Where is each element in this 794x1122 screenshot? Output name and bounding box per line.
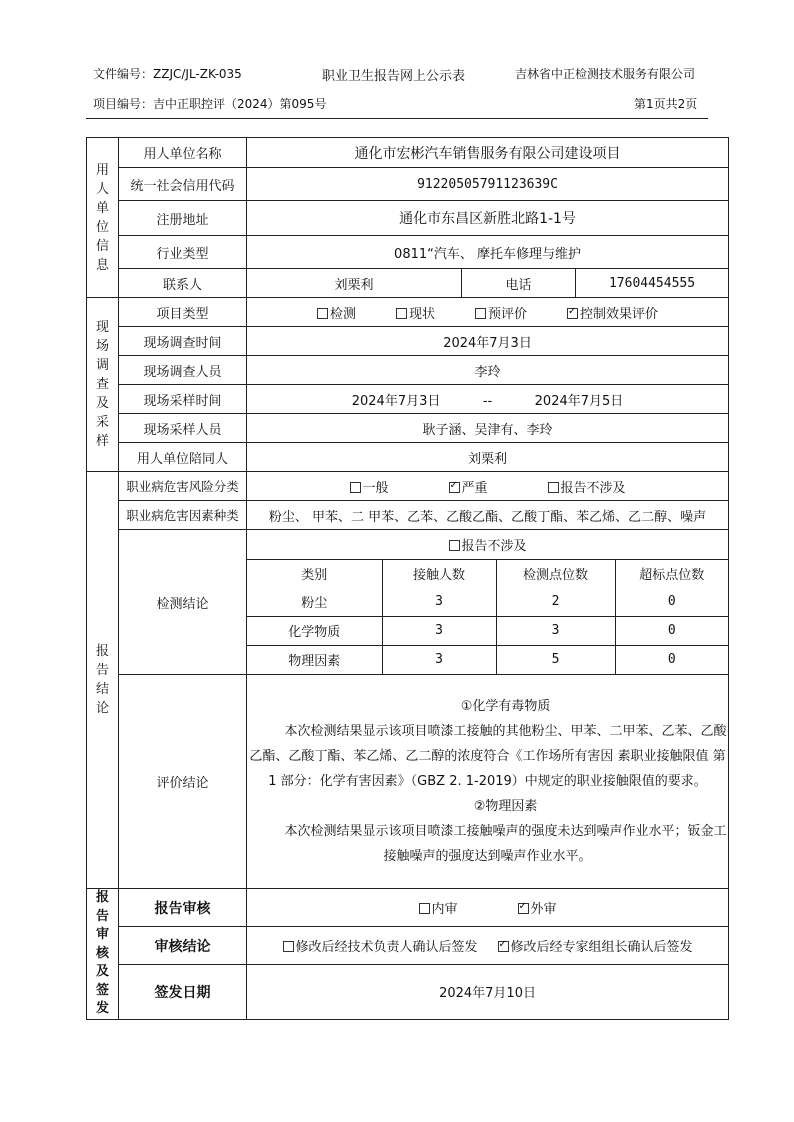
eval-paragraph-physical: 本次检测结果显示该项目喷漆工接触噪声的强度未达到噪声作业水平；钣金工接触噪声的强度达到噪声作业水平。 xyxy=(284,824,727,864)
detection-header-row xyxy=(247,559,728,588)
audit-options xyxy=(247,889,729,927)
checked-box-icon[interactable] xyxy=(498,941,509,952)
section-title-char: 报 xyxy=(95,890,109,905)
checkbox-option[interactable] xyxy=(548,477,626,496)
checkbox-icon[interactable] xyxy=(396,308,407,319)
checkbox-icon xyxy=(449,540,460,551)
section-survey xyxy=(87,298,119,472)
detection-row xyxy=(247,588,728,617)
project-type-label: 项目类型 xyxy=(119,298,247,327)
checkbox-label: 检测 xyxy=(329,306,356,322)
sampling-separator: -- xyxy=(482,393,493,409)
checkbox-option[interactable] xyxy=(475,303,527,322)
survey-date: 2024年7月3日 xyxy=(247,327,729,356)
issue-date: 2024年7月10日 xyxy=(247,965,729,1019)
section-title-char: 息 xyxy=(95,257,109,273)
investigator: 李玲 xyxy=(247,356,729,385)
section-title-char: 现 xyxy=(95,320,109,335)
contact-person: 刘栗利 xyxy=(247,269,462,298)
detection-cell: 化学物质 xyxy=(247,616,382,645)
checkbox-option[interactable] xyxy=(518,898,557,917)
address: 通化市东昌区新胜北路1-1号 xyxy=(247,201,729,236)
checkbox-label: 一般 xyxy=(362,480,389,496)
checkbox-option[interactable] xyxy=(419,898,458,917)
review-result-options xyxy=(247,927,729,965)
detection-cell: 3 xyxy=(382,588,496,617)
checkbox-icon[interactable] xyxy=(317,308,328,319)
checkbox-option[interactable] xyxy=(498,936,693,955)
checkbox-label: 报告不涉及 xyxy=(560,480,626,496)
section-title-char: 样 xyxy=(95,434,109,449)
detection-table xyxy=(247,531,728,674)
checkbox-option[interactable] xyxy=(449,477,488,496)
sampling-end: 2024年7月5日 xyxy=(534,393,624,409)
section-title-char: 及 xyxy=(95,964,109,979)
detection-cell: 3 xyxy=(496,616,615,645)
section-title-char: 场 xyxy=(95,339,109,354)
section-title-char: 人 xyxy=(95,181,109,197)
checkbox-label: 控制效果评价 xyxy=(580,306,659,322)
detection-column-header: 超标点位数 xyxy=(615,559,728,588)
contact-label: 联系人 xyxy=(119,269,247,298)
checkbox-label: 外审 xyxy=(530,902,557,917)
issue-date-label: 签发日期 xyxy=(119,965,247,1019)
section-title-char: 调 xyxy=(95,358,109,373)
hazard-factors-label: 职业病危害因素种类 xyxy=(119,501,247,530)
section-title-char: 位 xyxy=(95,219,109,235)
detection-column-header: 类别 xyxy=(247,559,382,588)
detection-not-involved: 报告不涉及 xyxy=(247,531,728,560)
section-title-char: 采 xyxy=(95,415,109,430)
risk-class-label: 职业病危害风险分类 xyxy=(119,472,247,501)
checkbox-icon[interactable] xyxy=(475,308,486,319)
checkbox-option[interactable] xyxy=(396,303,435,322)
section-conclusion xyxy=(87,472,119,889)
section-review xyxy=(87,889,119,1020)
section-title-char: 签 xyxy=(95,982,109,998)
detection-column-header: 接触人数 xyxy=(382,559,496,588)
checkbox-icon[interactable] xyxy=(350,482,361,493)
phone-label: 电话 xyxy=(462,269,576,298)
sampling-start: 2024年7月3日 xyxy=(351,393,441,409)
detection-cell: 0 xyxy=(615,588,728,617)
credit-code: 91220505791123639C xyxy=(247,168,729,201)
detection-cell: 0 xyxy=(615,616,728,645)
checkbox-option[interactable] xyxy=(350,477,389,496)
credit-code-label: 统一社会信用代码 xyxy=(119,168,247,201)
detection-row xyxy=(247,645,728,674)
checkbox-label: 预评价 xyxy=(488,306,528,322)
samplers: 耿子涵、吴津有、李玲 xyxy=(247,414,729,443)
section-title-char: 查 xyxy=(95,377,109,392)
checkbox-label: 严重 xyxy=(461,480,488,496)
checkbox-label: 现状 xyxy=(409,306,436,322)
audit-label: 报告审核 xyxy=(119,889,247,927)
project-type-options xyxy=(247,298,729,327)
address-label: 注册地址 xyxy=(119,201,247,236)
checked-box-icon[interactable] xyxy=(567,308,578,319)
detection-column-header: 检测点位数 xyxy=(496,559,615,588)
detection-cell: 3 xyxy=(382,645,496,674)
company-name: 吉林省中正检测技术服务有限公司 xyxy=(515,67,696,81)
section-title-char: 及 xyxy=(95,396,109,411)
section-title-char: 发 xyxy=(95,1001,109,1016)
section-title-char: 信 xyxy=(95,238,109,254)
evaluation-conclusion-label: 评价结论 xyxy=(119,675,247,889)
eval-heading-physical: ②物理因素 xyxy=(473,799,538,814)
section-title-char: 审 xyxy=(95,927,109,942)
detection-cell: 物理因素 xyxy=(247,645,382,674)
checkbox-icon[interactable] xyxy=(548,482,559,493)
escort-label: 用人单位陪同人 xyxy=(119,443,247,472)
risk-class-options xyxy=(247,472,729,501)
section-title-char: 报 xyxy=(95,644,109,659)
detection-cell: 3 xyxy=(382,616,496,645)
checkbox-option[interactable] xyxy=(567,303,658,322)
disclosure-table xyxy=(86,137,729,1020)
investigator-label: 现场调查人员 xyxy=(119,356,247,385)
phone-number: 17604454555 xyxy=(576,269,729,298)
header-divider xyxy=(86,118,708,119)
hazard-factors: 粉尘、 甲苯、二 甲苯、乙苯、乙酸乙酯、乙酸丁酯、苯乙烯、乙二醇、噪声 xyxy=(247,501,729,530)
section-title-char: 结 xyxy=(95,682,109,697)
checkbox-label: 修改后经专家组组长确认后签发 xyxy=(510,940,693,956)
project-number: 项目编号：吉中正职控评（2024）第095号 xyxy=(93,97,327,111)
checkbox-icon[interactable] xyxy=(283,941,294,952)
detection-cell: 粉尘 xyxy=(247,588,382,617)
industry: 0811“汽车、 摩托车修理与维护 xyxy=(247,236,729,269)
checkbox-label: 修改后经技术负责人确认后签发 xyxy=(295,940,478,956)
detection-cell: 2 xyxy=(496,588,615,617)
escort: 刘栗利 xyxy=(247,443,729,472)
page-info: 第1页共2页 xyxy=(634,97,698,111)
checkbox-option[interactable] xyxy=(283,936,478,955)
review-result-label: 审核结论 xyxy=(119,927,247,965)
sampling-date-range xyxy=(247,385,729,414)
sampling-date-label: 现场采样时间 xyxy=(119,385,247,414)
samplers-label: 现场采样人员 xyxy=(119,414,247,443)
detection-cell: 0 xyxy=(615,645,728,674)
checkbox-icon[interactable] xyxy=(419,903,430,914)
employer-name: 通化市宏彬汽车销售服务有限公司建设项目 xyxy=(247,138,729,168)
detection-cell: 5 xyxy=(496,645,615,674)
document-title: 职业卫生报告网上公示表 xyxy=(322,69,466,84)
section-title-char: 单 xyxy=(95,200,109,216)
checkbox-option[interactable] xyxy=(317,303,356,322)
section-title-char: 论 xyxy=(95,701,109,716)
industry-label: 行业类型 xyxy=(119,236,247,269)
checked-box-icon[interactable] xyxy=(518,903,529,914)
checkbox-label: 内审 xyxy=(431,902,458,917)
section-title-char: 用 xyxy=(95,162,109,178)
survey-date-label: 现场调查时间 xyxy=(119,327,247,356)
eval-paragraph-chemical: 本次检测结果显示该项目喷漆工接触的其他粉尘、甲苯、二甲苯、乙苯、乙酸乙酯、乙酸丁酯、苯乙烯、乙二醇的浓度符合《工作场所有害因 素职业接触限值 第 1 部分：化学有害因素》（GBZ 2. 1-2019）中规定的职业接触限值的要求。 xyxy=(249,724,727,789)
section-title-char: 核 xyxy=(95,945,109,961)
section-employer xyxy=(87,138,119,298)
eval-heading-chemical: ①化学有毒物质 xyxy=(460,699,551,714)
checked-box-icon[interactable] xyxy=(449,482,460,493)
section-title-char: 告 xyxy=(95,663,109,678)
detection-row xyxy=(247,616,728,645)
section-title-char: 告 xyxy=(95,908,109,924)
file-number: 文件编号：ZZJC/JL-ZK-035 xyxy=(93,67,242,81)
employer-name-label: 用人单位名称 xyxy=(119,138,247,168)
detection-conclusion-label: 检测结论 xyxy=(119,530,247,675)
evaluation-conclusion xyxy=(247,675,729,889)
